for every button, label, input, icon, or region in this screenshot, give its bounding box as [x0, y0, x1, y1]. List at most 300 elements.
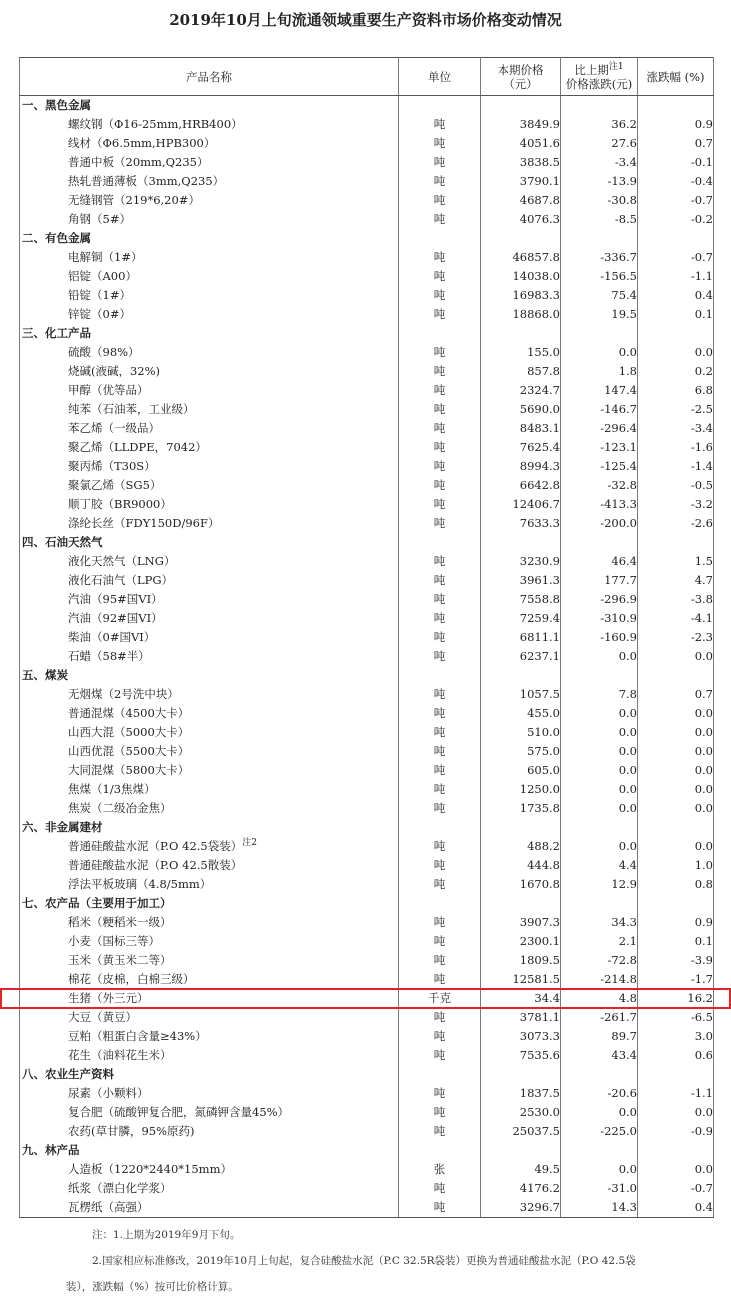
product-name: [20, 305, 399, 324]
price-cell: 2324.7: [481, 381, 561, 400]
percent-cell: 0.0: [638, 799, 714, 818]
percent-cell: 0.0: [638, 780, 714, 799]
product-name-text: 纸浆（漂白化学浆）: [68, 1181, 172, 1195]
unit-cell: 吨: [399, 609, 481, 628]
product-name-text: 角钢（5#）: [68, 212, 131, 226]
change-cell: -261.7: [561, 1008, 638, 1027]
unit-cell: 吨: [399, 1198, 481, 1218]
percent-cell: 0.4: [638, 286, 714, 305]
unit-cell: 吨: [399, 780, 481, 799]
product-name-text: 线材（Φ6.5mm,HPB300）: [68, 136, 216, 150]
price-cell: [481, 894, 561, 913]
price-cell: 7259.4: [481, 609, 561, 628]
price-cell: 2530.0: [481, 1103, 561, 1122]
header-change-line2: 价格涨跌(元): [565, 76, 633, 91]
category-name: [20, 324, 399, 343]
product-name: [20, 723, 399, 742]
price-cell: 510.0: [481, 723, 561, 742]
product-name: [20, 571, 399, 590]
category-name: [20, 533, 399, 552]
header-change-line1: 比上期: [574, 62, 609, 77]
table-row: [20, 248, 714, 267]
product-name: [20, 514, 399, 533]
unit-cell: 吨: [399, 1179, 481, 1198]
percent-cell: -0.9: [638, 1122, 714, 1141]
table-row: [20, 970, 714, 989]
unit-cell: [399, 818, 481, 837]
table-row: [20, 590, 714, 609]
unit-cell: 吨: [399, 761, 481, 780]
percent-cell: -0.7: [638, 1179, 714, 1198]
unit-cell: 吨: [399, 514, 481, 533]
category-row: [20, 533, 714, 552]
table-row: [20, 343, 714, 362]
change-cell: -336.7: [561, 248, 638, 267]
table-row: [20, 1084, 714, 1103]
table-row: [20, 704, 714, 723]
product-name-text: 烧碱(液碱，32%): [68, 364, 161, 378]
product-name-text: 大豆（黄豆）: [68, 1010, 137, 1024]
percent-cell: [638, 96, 714, 116]
change-cell: 0.0: [561, 837, 638, 856]
product-name-text: 玉米（黄玉米二等）: [68, 953, 172, 967]
table-row: [20, 305, 714, 324]
product-name: [20, 343, 399, 362]
product-name-text: 九、林产品: [22, 1143, 80, 1157]
change-cell: 0.0: [561, 780, 638, 799]
price-cell: 12406.7: [481, 495, 561, 514]
category-name: [20, 1141, 399, 1160]
table-row: [20, 495, 714, 514]
table-row: [20, 609, 714, 628]
percent-cell: -2.3: [638, 628, 714, 647]
product-name-text: 焦炭（二级冶金焦）: [68, 801, 172, 815]
product-name: [20, 1027, 399, 1046]
change-cell: -30.8: [561, 191, 638, 210]
percent-cell: 0.4: [638, 1198, 714, 1218]
change-cell: [561, 229, 638, 248]
unit-cell: 吨: [399, 305, 481, 324]
unit-cell: 吨: [399, 799, 481, 818]
table-row: [20, 932, 714, 951]
product-name-text: 无烟煤（2号洗中块）: [68, 687, 179, 701]
percent-cell: 0.0: [638, 704, 714, 723]
product-name: [20, 989, 399, 1008]
unit-cell: 吨: [399, 115, 481, 134]
change-cell: [561, 666, 638, 685]
percent-cell: -0.4: [638, 172, 714, 191]
table-row: [20, 1027, 714, 1046]
product-name-text: 聚氯乙烯（SG5）: [68, 478, 162, 492]
product-name: [20, 1008, 399, 1027]
change-cell: -8.5: [561, 210, 638, 229]
percent-cell: -1.7: [638, 970, 714, 989]
unit-cell: 吨: [399, 1027, 481, 1046]
product-name-text: 一、黑色金属: [22, 98, 91, 112]
price-cell: 2300.1: [481, 932, 561, 951]
change-cell: -296.9: [561, 590, 638, 609]
table-row: [20, 628, 714, 647]
percent-cell: 6.8: [638, 381, 714, 400]
price-cell: 46857.8: [481, 248, 561, 267]
product-name: [20, 837, 399, 856]
unit-cell: 吨: [399, 267, 481, 286]
change-cell: 147.4: [561, 381, 638, 400]
product-name: [20, 134, 399, 153]
product-name-text: 豆粕（粗蛋白含量≥43%）: [68, 1029, 207, 1043]
table-row: [20, 799, 714, 818]
price-cell: 488.2: [481, 837, 561, 856]
header-price: [481, 58, 561, 96]
table-row: [20, 1046, 714, 1065]
price-cell: [481, 229, 561, 248]
table-row: [20, 514, 714, 533]
product-name-text: 柴油（0#国VI）: [68, 630, 156, 644]
unit-cell: 吨: [399, 343, 481, 362]
unit-cell: 吨: [399, 685, 481, 704]
product-name: [20, 362, 399, 381]
unit-cell: 吨: [399, 875, 481, 894]
product-name: [20, 1103, 399, 1122]
change-cell: -20.6: [561, 1084, 638, 1103]
percent-cell: -3.8: [638, 590, 714, 609]
unit-cell: 吨: [399, 400, 481, 419]
table-row: [20, 134, 714, 153]
product-name: [20, 1046, 399, 1065]
percent-cell: -2.5: [638, 400, 714, 419]
percent-cell: [638, 1141, 714, 1160]
change-cell: [561, 533, 638, 552]
price-cell: 49.5: [481, 1160, 561, 1179]
change-cell: -31.0: [561, 1179, 638, 1198]
change-cell: 27.6: [561, 134, 638, 153]
change-cell: 43.4: [561, 1046, 638, 1065]
unit-cell: [399, 96, 481, 116]
table-row: [20, 1103, 714, 1122]
price-cell: 4051.6: [481, 134, 561, 153]
price-cell: 12581.5: [481, 970, 561, 989]
price-cell: 3073.3: [481, 1027, 561, 1046]
change-cell: -146.7: [561, 400, 638, 419]
table-row: [20, 1198, 714, 1218]
unit-cell: 吨: [399, 210, 481, 229]
unit-cell: 吨: [399, 381, 481, 400]
category-name: [20, 1065, 399, 1084]
header-unit: 单位: [399, 58, 481, 96]
change-cell: 89.7: [561, 1027, 638, 1046]
product-name: [20, 685, 399, 704]
category-row: [20, 96, 714, 116]
change-cell: [561, 96, 638, 116]
product-name-text: 复合肥（硫酸钾复合肥，氮磷钾含量45%）: [68, 1105, 290, 1119]
product-name-text: 三、化工产品: [22, 326, 91, 340]
percent-cell: 0.2: [638, 362, 714, 381]
price-cell: 16983.3: [481, 286, 561, 305]
table-row: [20, 438, 714, 457]
table-row: [20, 742, 714, 761]
product-name-text: 锌锭（0#）: [68, 307, 131, 321]
change-cell: -13.9: [561, 172, 638, 191]
category-row: [20, 894, 714, 913]
percent-cell: -0.1: [638, 153, 714, 172]
unit-cell: [399, 324, 481, 343]
footnote-2-cont: 装），涨跌幅（%）按可比价格计算。: [66, 1281, 239, 1293]
product-name-text: 六、非金属建材: [22, 820, 103, 834]
product-name-text: 山西优混（5500大卡）: [68, 744, 190, 758]
change-cell: -160.9: [561, 628, 638, 647]
percent-cell: 0.0: [638, 837, 714, 856]
product-name: [20, 381, 399, 400]
change-cell: 34.3: [561, 913, 638, 932]
change-cell: 177.7: [561, 571, 638, 590]
percent-cell: [638, 1065, 714, 1084]
product-name: [20, 1122, 399, 1141]
table-row: [20, 837, 714, 856]
product-name: [20, 286, 399, 305]
product-name-text: 生猪（外三元）: [68, 991, 149, 1005]
change-cell: 7.8: [561, 685, 638, 704]
table-row: [20, 1179, 714, 1198]
change-cell: -123.1: [561, 438, 638, 457]
table-row: [20, 115, 714, 134]
product-name-text: 七、农产品（主要用于加工）: [22, 896, 172, 910]
product-name-text: 普通混煤（4500大卡）: [68, 706, 190, 720]
unit-cell: [399, 894, 481, 913]
product-name-text: 五、煤炭: [22, 668, 68, 682]
percent-cell: 0.0: [638, 742, 714, 761]
percent-cell: -6.5: [638, 1008, 714, 1027]
change-cell: 0.0: [561, 799, 638, 818]
change-cell: 0.0: [561, 704, 638, 723]
percent-cell: 0.0: [638, 723, 714, 742]
price-cell: 8483.1: [481, 419, 561, 438]
product-name: [20, 932, 399, 951]
change-cell: -296.4: [561, 419, 638, 438]
product-name-text: 四、石油天然气: [22, 535, 103, 549]
table-row: [20, 647, 714, 666]
change-cell: -200.0: [561, 514, 638, 533]
price-cell: 3961.3: [481, 571, 561, 590]
percent-cell: 1.5: [638, 552, 714, 571]
product-name: [20, 1160, 399, 1179]
product-name-text: 涤纶长丝（FDY150D/96F）: [68, 516, 220, 530]
unit-cell: 吨: [399, 1084, 481, 1103]
change-cell: 4.4: [561, 856, 638, 875]
percent-cell: -0.2: [638, 210, 714, 229]
change-cell: 0.0: [561, 343, 638, 362]
table-row: [20, 951, 714, 970]
percent-cell: 0.6: [638, 1046, 714, 1065]
category-name: [20, 229, 399, 248]
unit-cell: 吨: [399, 970, 481, 989]
price-cell: 1735.8: [481, 799, 561, 818]
unit-cell: 吨: [399, 1046, 481, 1065]
unit-cell: 吨: [399, 248, 481, 267]
table-row: [20, 552, 714, 571]
price-cell: 575.0: [481, 742, 561, 761]
product-name-text: 聚丙烯（T30S）: [68, 459, 156, 473]
category-row: [20, 666, 714, 685]
table-row: [20, 362, 714, 381]
product-name-text: 普通中板（20mm,Q235）: [68, 155, 209, 169]
price-cell: 605.0: [481, 761, 561, 780]
product-name-text: 山西大混（5000大卡）: [68, 725, 190, 739]
table-row: [20, 856, 714, 875]
price-cell: 4176.2: [481, 1179, 561, 1198]
price-cell: 455.0: [481, 704, 561, 723]
product-name: [20, 856, 399, 875]
table-row: [20, 571, 714, 590]
table-row: [20, 780, 714, 799]
price-cell: 3296.7: [481, 1198, 561, 1218]
percent-cell: -3.9: [638, 951, 714, 970]
percent-cell: -3.2: [638, 495, 714, 514]
price-cell: 3790.1: [481, 172, 561, 191]
percent-cell: 0.8: [638, 875, 714, 894]
price-cell: [481, 666, 561, 685]
table-row: [20, 913, 714, 932]
header-product-name: 产品名称: [20, 58, 399, 96]
price-cell: 1670.8: [481, 875, 561, 894]
percent-cell: -3.4: [638, 419, 714, 438]
price-cell: 155.0: [481, 343, 561, 362]
percent-cell: 3.0: [638, 1027, 714, 1046]
product-name: [20, 476, 399, 495]
change-cell: 36.2: [561, 115, 638, 134]
product-name: [20, 913, 399, 932]
unit-cell: [399, 1141, 481, 1160]
percent-cell: [638, 818, 714, 837]
header-percent: 涨跌幅 (%): [638, 58, 714, 96]
table-row: [20, 153, 714, 172]
price-table: [19, 57, 714, 1218]
price-cell: 18868.0: [481, 305, 561, 324]
product-name: [20, 172, 399, 191]
change-cell: 12.9: [561, 875, 638, 894]
product-name-text: 棉花（皮棉，白棉三级）: [68, 972, 195, 986]
unit-cell: 吨: [399, 742, 481, 761]
price-cell: [481, 533, 561, 552]
product-name-text: 铅锭（1#）: [68, 288, 131, 302]
product-name: [20, 495, 399, 514]
product-name-text: 花生（油料花生米）: [68, 1048, 172, 1062]
percent-cell: 0.1: [638, 932, 714, 951]
change-cell: -72.8: [561, 951, 638, 970]
unit-cell: 吨: [399, 704, 481, 723]
percent-cell: 0.9: [638, 115, 714, 134]
unit-cell: 吨: [399, 723, 481, 742]
product-name-text: 硫酸（98%）: [68, 345, 140, 359]
change-cell: 1.8: [561, 362, 638, 381]
unit-cell: 吨: [399, 191, 481, 210]
percent-cell: 0.0: [638, 647, 714, 666]
product-name-text: 螺纹钢（Φ16-25mm,HRB400）: [68, 117, 243, 131]
product-name-text: 汽油（95#国VI）: [68, 592, 163, 606]
percent-cell: -1.1: [638, 1084, 714, 1103]
product-name-text: 电解铜（1#）: [68, 250, 143, 264]
table-row: [20, 761, 714, 780]
table-row: [20, 723, 714, 742]
unit-cell: 千克: [399, 989, 481, 1008]
product-name-text: 顺丁胶（BR9000）: [68, 497, 172, 511]
product-name: [20, 267, 399, 286]
price-cell: [481, 1141, 561, 1160]
unit-cell: 吨: [399, 286, 481, 305]
unit-cell: 吨: [399, 438, 481, 457]
percent-cell: -1.4: [638, 457, 714, 476]
change-cell: [561, 894, 638, 913]
price-cell: 4076.3: [481, 210, 561, 229]
percent-cell: 0.0: [638, 1103, 714, 1122]
percent-cell: -1.1: [638, 267, 714, 286]
product-name-text: 农药(草甘膦，95%原药): [68, 1124, 195, 1138]
table-row: [20, 267, 714, 286]
price-cell: 444.8: [481, 856, 561, 875]
change-cell: -413.3: [561, 495, 638, 514]
unit-cell: 吨: [399, 134, 481, 153]
change-cell: -310.9: [561, 609, 638, 628]
product-name-text: 稻米（粳稻米一级）: [68, 915, 172, 929]
category-name: [20, 96, 399, 116]
header-price-line2: （元）: [503, 76, 538, 91]
product-name: [20, 419, 399, 438]
unit-cell: 吨: [399, 932, 481, 951]
product-name-text: 石蜡（58#半）: [68, 649, 150, 663]
change-cell: 0.0: [561, 742, 638, 761]
price-cell: 25037.5: [481, 1122, 561, 1141]
product-name-text: 瓦楞纸（高强）: [68, 1200, 149, 1214]
product-name: [20, 438, 399, 457]
price-cell: 4687.8: [481, 191, 561, 210]
change-cell: -32.8: [561, 476, 638, 495]
price-cell: 857.8: [481, 362, 561, 381]
unit-cell: 吨: [399, 590, 481, 609]
unit-cell: 吨: [399, 837, 481, 856]
change-cell: 4.8: [561, 989, 638, 1008]
percent-cell: 0.0: [638, 761, 714, 780]
category-name: [20, 818, 399, 837]
unit-cell: [399, 1065, 481, 1084]
unit-cell: 吨: [399, 419, 481, 438]
product-name-text: 液化石油气（LPG）: [68, 573, 174, 587]
category-row: [20, 1065, 714, 1084]
table-row: [20, 210, 714, 229]
unit-cell: 吨: [399, 495, 481, 514]
product-name: [20, 875, 399, 894]
unit-cell: 张: [399, 1160, 481, 1179]
change-cell: 0.0: [561, 1160, 638, 1179]
price-cell: 3849.9: [481, 115, 561, 134]
price-cell: 3781.1: [481, 1008, 561, 1027]
product-name-text: 普通硅酸盐水泥（P.O 42.5袋装）: [68, 839, 243, 853]
price-cell: 34.4: [481, 989, 561, 1008]
price-cell: 7558.8: [481, 590, 561, 609]
price-cell: 7625.4: [481, 438, 561, 457]
product-name: [20, 780, 399, 799]
unit-cell: [399, 533, 481, 552]
product-name: [20, 400, 399, 419]
percent-cell: -4.1: [638, 609, 714, 628]
percent-cell: -0.5: [638, 476, 714, 495]
category-name: [20, 894, 399, 913]
product-name: [20, 153, 399, 172]
footnotes: [20, 1222, 714, 1300]
percent-cell: 16.2: [638, 989, 714, 1008]
percent-cell: 0.7: [638, 134, 714, 153]
product-name: [20, 552, 399, 571]
product-name: [20, 799, 399, 818]
price-cell: 5690.0: [481, 400, 561, 419]
